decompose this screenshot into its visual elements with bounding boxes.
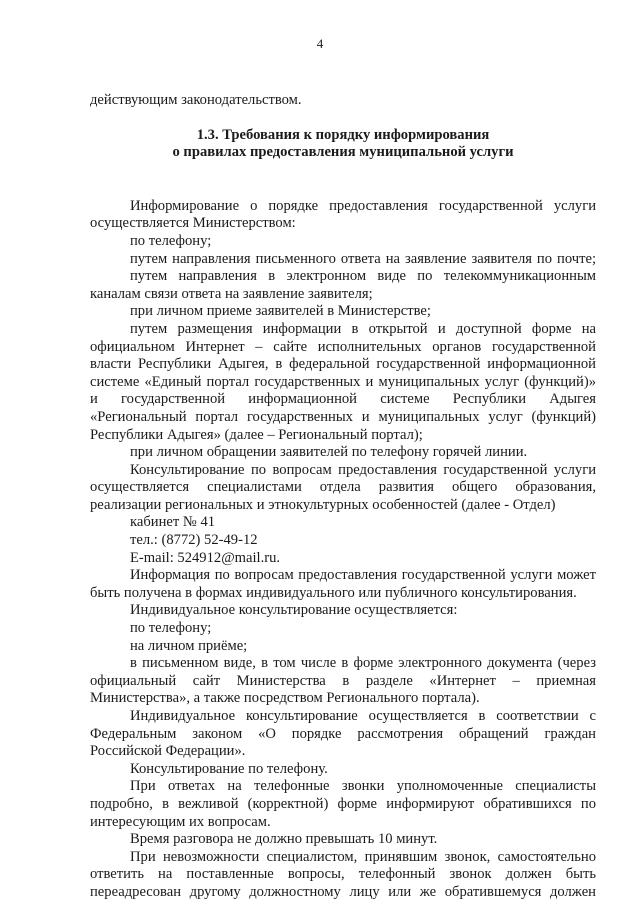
text-line: системе «Единый портал государственных и муниципальных услуг (функций)» (90, 373, 596, 390)
text-line: Время разговора не должно превышать 10 минут. (130, 831, 438, 848)
text-line: переадресован другому должностному лицу или же обратившемуся должен (90, 883, 596, 900)
text-line: кабинет № 41 (130, 514, 216, 531)
text-line: Российской Федерации». (90, 743, 246, 760)
text-line: на личном приёме; (130, 637, 248, 654)
section-title-line-1: 1.3. Требования к порядку информирования (196, 126, 490, 143)
text-line: При ответах на телефонные звонки уполномоченные специалисты (130, 778, 596, 795)
text-line: при личном приеме заявителей в Министерстве; (130, 303, 431, 320)
intro-line: действующим законодательством. (90, 92, 302, 108)
section-title-line-2: о правилах предоставления муниципальной услуги (172, 144, 514, 161)
text-line: Консультирование по телефону. (130, 760, 328, 777)
text-line: интересующим их вопросам. (90, 813, 271, 830)
text-line: путем направления в электронном виде по телекоммуникационным (130, 268, 596, 285)
text-line: официальном Интернет – сайте исполнительных органов государственной (90, 338, 596, 355)
text-line: в письменном виде, в том числе в форме электронного документа (через (130, 655, 596, 672)
text-line: «Региональный портал государственных и муниципальных услуг (функций) (90, 408, 596, 425)
text-line: E-mail: 524912@mail.ru. (130, 549, 281, 566)
text-line: Республики Адыгея» (далее – Региональный портал); (90, 426, 423, 443)
text-line: Федеральным законом «О порядке рассмотрения обращений граждан (90, 725, 596, 742)
text-line: официальный сайт Министерства в разделе «Интернет – приемная (90, 672, 596, 689)
text-line: тел.: (8772) 52-49-12 (130, 532, 258, 549)
text-line: реализации региональных и этнокультурных особенностей (далее - Отдел) (90, 496, 556, 513)
text-line: по телефону; (130, 620, 212, 637)
text-line: путем направления письменного ответа на заявление заявителя по почте; (130, 250, 596, 267)
text-line: Индивидуальное консультирование осуществляется в соответствии с (130, 708, 596, 724)
text-line: осуществляется специалистами отдела развития общего образования, (90, 479, 596, 496)
text-line: Консультирование по вопросам предоставления государственной услуги (130, 461, 596, 478)
text-line: при личном обращении заявителей по телефону горячей линии. (130, 444, 528, 461)
text-line: Министерства», а также посредством Регионального портала). (90, 690, 480, 707)
text-line: Информирование о порядке предоставления государственной услуги (130, 197, 596, 214)
text-line: подробно, в вежливой (корректной) форме информируют обратившихся по (90, 795, 596, 812)
page-number: 4 (316, 36, 324, 51)
text-line: ответить на поставленные вопросы, телефонный звонок должен быть (90, 866, 596, 883)
spacer (90, 162, 596, 198)
text-line: При невозможности специалистом, принявшим звонок, самостоятельно (130, 848, 596, 865)
text-line: и государственной информационной системе Республики Адыгея (90, 391, 596, 408)
document-body (90, 92, 596, 902)
text-line: по телефону; (130, 232, 212, 249)
text-line: быть получена в формах индивидуального или публичного консультирования. (90, 584, 577, 601)
text-line: осуществляется Министерством: (90, 215, 296, 232)
text-line: путем размещения информации в открытой и доступной форме на (130, 320, 596, 337)
text-line: Информация по вопросам предоставления государственной услуги может (130, 567, 596, 584)
text-line: Индивидуальное консультирование осуществляется: (130, 602, 458, 619)
text-line: каналам связи ответа на заявление заявителя; (90, 285, 373, 302)
text-line: власти Республики Адыгея, в федеральной государственной информационной (90, 356, 596, 373)
